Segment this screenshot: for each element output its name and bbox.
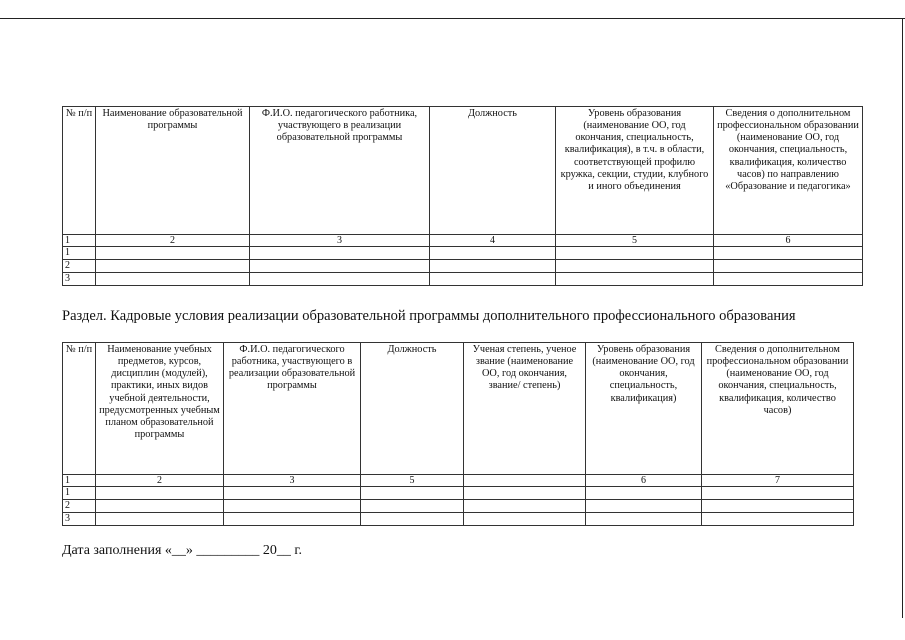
table-cell[interactable] — [430, 247, 556, 260]
table-row — [63, 273, 863, 286]
header-cell-subjects: Наименование учебных предметов, курсов, дисциплин (модулей), практики, иных видов учебной деятельности, предусмотренных учебным планом образовательной программы — [96, 343, 224, 475]
table-cell[interactable] — [96, 273, 250, 286]
table-cell[interactable] — [224, 487, 361, 500]
table-cell[interactable] — [224, 500, 361, 513]
column-number-cell: 7 — [702, 475, 854, 487]
page-right-rule — [902, 18, 903, 618]
table-cell[interactable] — [714, 273, 863, 286]
table-cell[interactable] — [586, 487, 702, 500]
table-cell[interactable] — [702, 500, 854, 513]
table-cell[interactable] — [586, 513, 702, 526]
column-number-row — [63, 235, 863, 247]
header-cell-number: № п/п — [63, 107, 96, 235]
table-cell[interactable] — [96, 500, 224, 513]
table-cell[interactable] — [250, 260, 430, 273]
column-number-cell: 5 — [361, 475, 464, 487]
table-cell[interactable] — [96, 260, 250, 273]
fill-date-line: Дата заполнения «__» _________ 20__ г. — [62, 543, 303, 558]
header-cell-additional-education: Сведения о дополнительном профессиональном образовании (наименование ОО, год окончания, специальность, квалификация, количество часов) по направлению «Образование и педагогика» — [714, 107, 863, 235]
row-number-cell: 1 — [63, 247, 96, 260]
table-cell[interactable] — [714, 260, 863, 273]
column-number-cell: 2 — [96, 235, 250, 247]
table-cell[interactable] — [464, 487, 586, 500]
table-cell[interactable] — [96, 487, 224, 500]
table-cell[interactable] — [361, 513, 464, 526]
table-header-row — [63, 343, 854, 475]
table-cell[interactable] — [224, 513, 361, 526]
header-cell-education-level: Уровень образования (наименование ОО, год окончания, специальность, квалификация), в т.ч. в области, соответствующей профилю кружка, секции, студии, клубного и иного объединения — [556, 107, 714, 235]
column-number-row — [63, 475, 854, 487]
table-cell[interactable] — [96, 513, 224, 526]
table-cell[interactable] — [361, 487, 464, 500]
column-number-cell: 4 — [430, 235, 556, 247]
column-number-cell: 6 — [714, 235, 863, 247]
header-cell-teacher-name: Ф.И.О. педагогического работника, участвующего в реализации образовательной программы — [224, 343, 361, 475]
column-number-cell: 3 — [250, 235, 430, 247]
table-cell[interactable] — [586, 500, 702, 513]
column-number-cell — [464, 475, 586, 487]
column-number-cell: 3 — [224, 475, 361, 487]
header-cell-program-name: Наименование образовательной программы — [96, 107, 250, 235]
table-cell[interactable] — [702, 487, 854, 500]
table-cell[interactable] — [464, 500, 586, 513]
page-top-rule — [0, 18, 905, 19]
section-title: Раздел. Кадровые условия реализации образовательной программы дополнительного профессионального образования — [62, 308, 796, 324]
table-row — [63, 487, 854, 500]
header-cell-additional-education: Сведения о дополнительном профессиональном образовании (наименование ОО, год окончания, специальность, квалификация, количество часов) — [702, 343, 854, 475]
staff-table-general — [62, 106, 863, 286]
row-number-cell: 2 — [63, 500, 96, 513]
row-number-cell: 3 — [63, 273, 96, 286]
column-number-cell: 2 — [96, 475, 224, 487]
table-cell[interactable] — [464, 513, 586, 526]
table-row — [63, 500, 854, 513]
column-number-cell: 5 — [556, 235, 714, 247]
table-cell[interactable] — [714, 247, 863, 260]
table-cell[interactable] — [250, 273, 430, 286]
header-cell-position: Должность — [361, 343, 464, 475]
table-cell[interactable] — [96, 247, 250, 260]
table-row — [63, 513, 854, 526]
table-cell[interactable] — [250, 247, 430, 260]
column-number-cell: 1 — [63, 475, 96, 487]
table-cell[interactable] — [430, 273, 556, 286]
row-number-cell: 3 — [63, 513, 96, 526]
table-cell[interactable] — [430, 260, 556, 273]
header-cell-teacher-name: Ф.И.О. педагогического работника, участвующего в реализации образовательной программы — [250, 107, 430, 235]
row-number-cell: 2 — [63, 260, 96, 273]
header-cell-education-level: Уровень образования (наименование ОО, год окончания, специальность, квалификация) — [586, 343, 702, 475]
table-cell[interactable] — [556, 273, 714, 286]
table-row — [63, 260, 863, 273]
table-cell[interactable] — [556, 247, 714, 260]
column-number-cell: 6 — [586, 475, 702, 487]
header-cell-position: Должность — [430, 107, 556, 235]
staff-table-professional — [62, 342, 854, 526]
header-cell-academic-degree: Ученая степень, ученое звание (наименование ОО, год окончания, звание/ степень) — [464, 343, 586, 475]
table-header-row — [63, 107, 863, 235]
column-number-cell: 1 — [63, 235, 96, 247]
header-cell-number: № п/п — [63, 343, 96, 475]
table-cell[interactable] — [702, 513, 854, 526]
table-cell[interactable] — [361, 500, 464, 513]
row-number-cell: 1 — [63, 487, 96, 500]
table-row — [63, 247, 863, 260]
table-cell[interactable] — [556, 260, 714, 273]
